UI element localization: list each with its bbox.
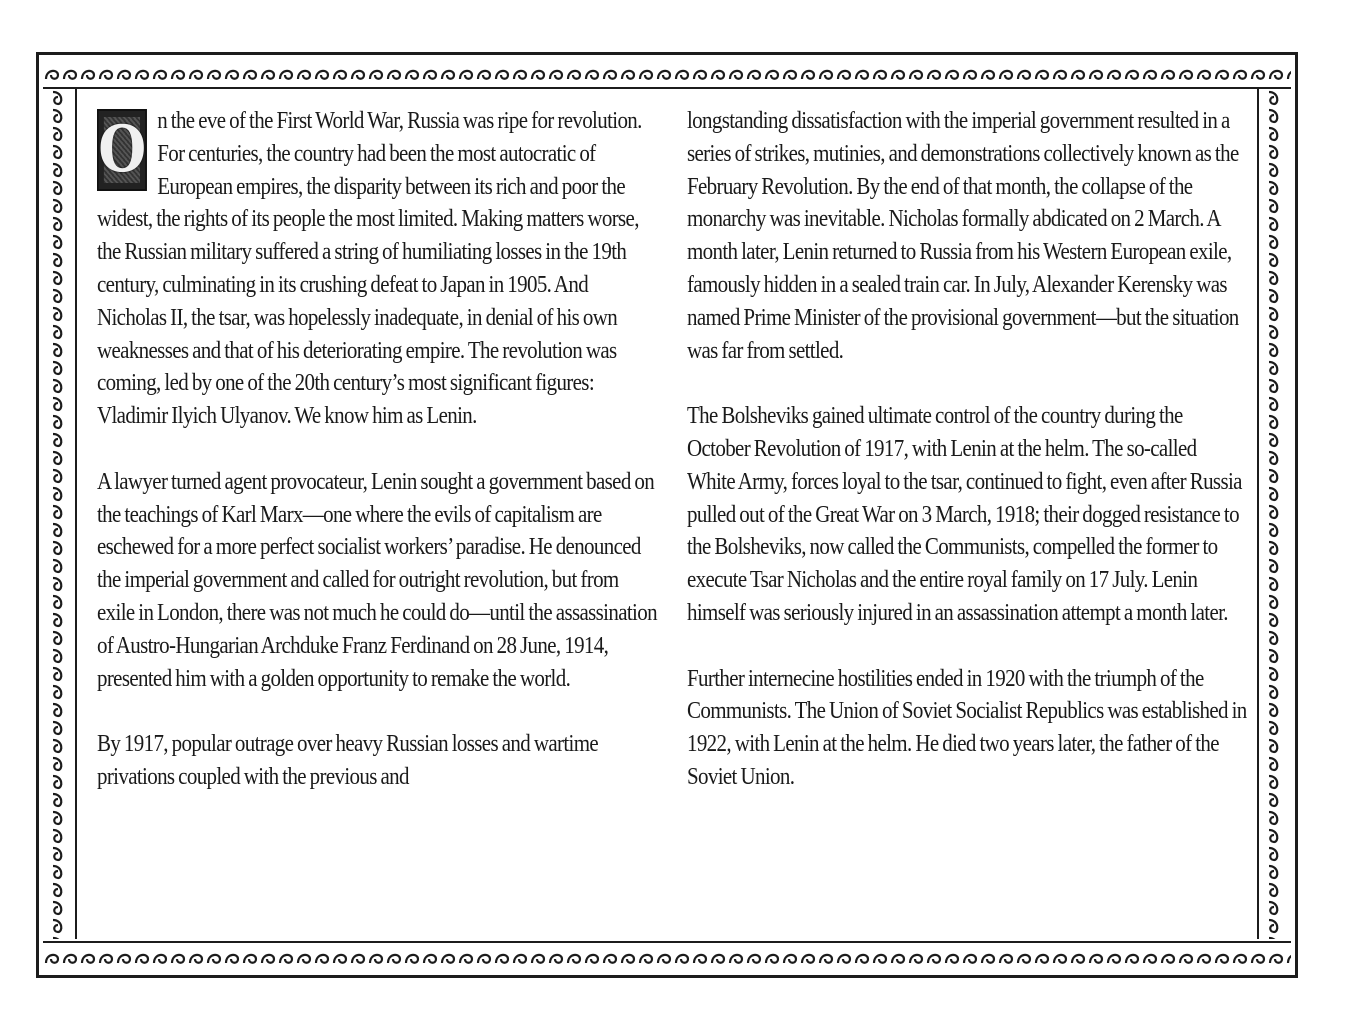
- dropcap-ornament: [97, 109, 147, 191]
- left-paragraph-2: A lawyer turned agent provocateur, Lenin sought a government based on the teachings of Karl Marx—one where the evils of capitalism are eschewed for a more perfect socialist workers’ paradise. He denounced the imperial government and called for outright revolution, but from exile in London, there was not much he could do—until the assassination of Austro-Hungarian Archduke Franz Ferdinand on 28 June, 1914, presented him with a golden opportunity to remake the world.: [97, 467, 657, 692]
- dropcap-letter: O: [98, 112, 146, 187]
- right-column: [687, 105, 1248, 827]
- ornamental-border-frame: [36, 52, 1298, 978]
- left-paragraph-3: By 1917, popular outrage over heavy Russian losses and wartime privations coupled with the previous and: [97, 730, 599, 790]
- right-paragraph-1: longstanding dissatisfaction with the imperial government resulted in a series of strikes, mutinies, and demonstrations collectively known as the February Revolution. By the end of that month, the collapse of the monarchy was inevitable. Nicholas formally abdicated on 2 March. A month later, Lenin returned to Russia from his Western European exile, famously hidden in a sealed train car. In July, Alexander Kerensky was named Prime Minister of the provisional government—but the situation was far from settled.: [687, 107, 1239, 364]
- border-scroll-top: [43, 59, 1291, 89]
- border-scroll-right: [1257, 89, 1291, 939]
- right-paragraph-2: The Bolsheviks gained ultimate control of the country during the October Revolution of 1917, with Lenin at the helm. The so-called White Army, forces loyal to the tsar, continued to fight, even after Russia pulled out of the Great War on 3 March, 1918; their dogged resistance to the Bolsheviks, now called the Communists, compelled the former to execute Tsar Nicholas and the entire royal family on 17 July. Lenin himself was seriously injured in an assassination attempt a month later.: [687, 402, 1242, 626]
- right-paragraph-3: Further internecine hostilities ended in 1920 with the triumph of the Communists. The Union of Soviet Socialist Republics was established in 1922, with Lenin at the helm. He died two years later, the father of the Soviet Union.: [687, 664, 1247, 790]
- border-scroll-left: [43, 89, 77, 939]
- left-paragraph-1: [97, 105, 658, 433]
- left-paragraph-1-text: n the eve of the First World War, Russia was ripe for revolution. For centuries, the country had been the most autocratic of European empires, the disparity between its rich and poor the widest, the rights of its people the most limited. Making matters worse, the Russian military suffered a string of humiliating losses in the 19th century, culminating in its crushing defeat to Japan in 1905. And Nicholas II, the tsar, was hopelessly inadequate, in denial of his own weaknesses and that of his deteriorating empire. The revolution was coming, led by one of the 20th century’s most significant figures: Vladimir Ilyich Ulyanov. We know him as Lenin.: [97, 107, 642, 430]
- border-scroll-bottom: [43, 941, 1291, 971]
- article-body: [91, 105, 1251, 937]
- left-column: [97, 105, 658, 827]
